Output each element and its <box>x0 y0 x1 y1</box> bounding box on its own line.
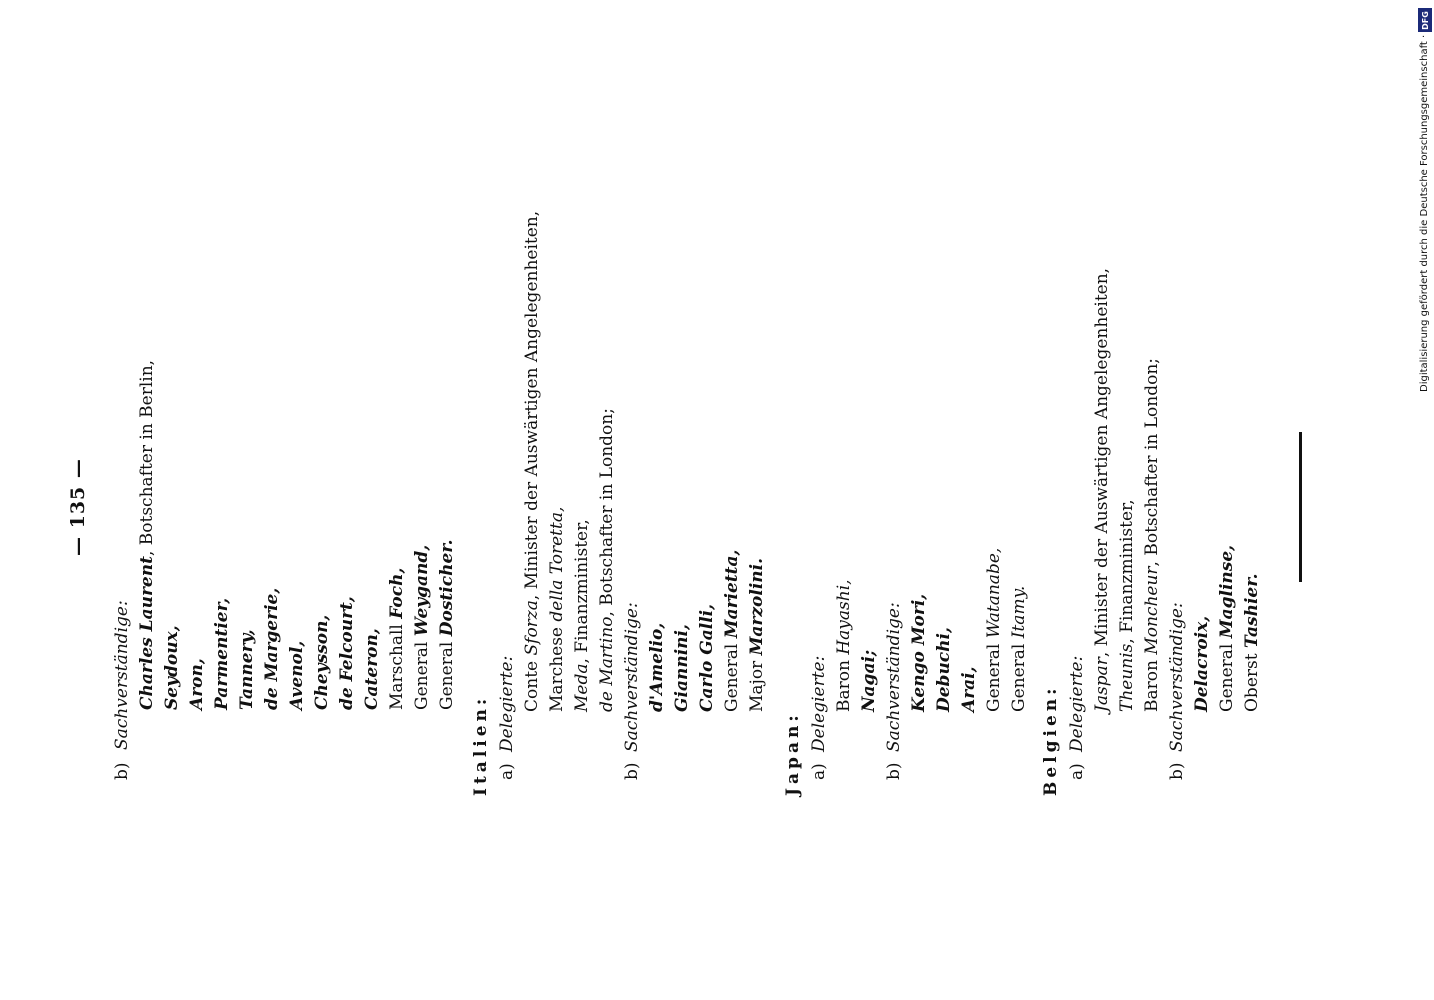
rank: Marchese <box>547 621 567 712</box>
person-role: , Botschafter in Berlin, <box>137 359 157 557</box>
person-role: , Botschafter in London; <box>597 408 617 617</box>
list-item <box>1144 358 1161 712</box>
list-item <box>724 550 741 712</box>
person-role: , Minister der Auswärtigen Angelegenheiten, <box>1092 267 1112 658</box>
section-label: a) <box>809 763 829 780</box>
section-heading: Delegierte: <box>497 655 517 752</box>
person-name: Itamy. <box>1009 585 1029 639</box>
list-item: Aron, <box>187 658 207 710</box>
list-item: d'Amelio, <box>647 622 667 712</box>
list-item: Avenol, <box>287 640 307 710</box>
list-item: Carlo Galli, <box>697 603 717 712</box>
rank: Marschall <box>387 618 407 710</box>
digitization-note: Digitalisierung gefördert durch die Deutsche Forschungsgemeinschaft · <box>1419 34 1430 392</box>
person-name: Maglinse, <box>1217 544 1237 639</box>
rank: Conte <box>522 655 542 712</box>
closing-rule <box>1299 432 1302 582</box>
list-item: Delacroix, <box>1192 615 1212 712</box>
person-name: Weygand, <box>412 544 432 637</box>
list-item: de Felcourt, <box>337 596 357 710</box>
section-heading: Sachverständige: <box>884 602 904 752</box>
list-item <box>574 519 591 712</box>
person-role: , Finanzminister, <box>1117 499 1137 644</box>
person-name: Meda <box>572 663 592 712</box>
list-item <box>599 408 616 712</box>
list-item <box>1011 586 1028 712</box>
person-name: Foch, <box>387 567 407 619</box>
rank: Oberst <box>1242 648 1262 712</box>
person-name: della Toretta, <box>547 506 567 622</box>
rank: General <box>1009 638 1029 712</box>
rank: General <box>1217 638 1237 712</box>
dfg-logo-text: DFG <box>1420 10 1430 30</box>
list-item: Kengo Mori, <box>909 593 929 712</box>
person-name: Charles Laurent <box>137 556 157 710</box>
section-label: b) <box>112 762 132 780</box>
list-item <box>1244 573 1261 712</box>
list-item <box>549 507 566 712</box>
person-name: Dosticher. <box>437 539 457 637</box>
list-item <box>139 360 156 710</box>
section-heading: Sachverständige: <box>1167 602 1187 752</box>
list-item: Debuchi, <box>934 627 954 712</box>
list-item <box>414 545 431 710</box>
page-number: — 135 — <box>67 458 89 556</box>
list-item <box>524 211 541 712</box>
list-item <box>1119 499 1136 712</box>
list-item: Seydoux, <box>162 625 182 710</box>
country-heading: Japan: <box>783 711 803 796</box>
section-label: b) <box>622 762 642 780</box>
country-heading: Italien: <box>471 694 491 796</box>
list-item <box>389 568 406 710</box>
person-name: Marietta, <box>722 549 742 639</box>
list-item <box>749 558 766 712</box>
section-heading: Sachverständige: <box>112 600 132 750</box>
rank: General <box>722 638 742 712</box>
person-name: Theunis <box>1117 643 1137 712</box>
list-item <box>1219 545 1236 712</box>
person-role: , Minister der Auswärtigen Angelegenheiten, <box>522 210 542 601</box>
country-heading: Belgien: <box>1041 684 1061 796</box>
list-item: Tannery, <box>237 629 257 710</box>
section-label: a) <box>497 763 517 780</box>
list-item: Arai, <box>959 666 979 712</box>
list-item <box>1094 268 1111 712</box>
rank: General <box>412 636 432 710</box>
person-name: Moncheur <box>1142 566 1162 655</box>
section-label: b) <box>1167 762 1187 780</box>
list-item: Nagai; <box>859 649 879 712</box>
list-item <box>986 548 1003 712</box>
person-name: Watanabe, <box>984 547 1004 639</box>
rank: Major <box>747 655 767 712</box>
rank: Baron <box>1142 654 1162 712</box>
list-item: de Margerie, <box>262 587 282 710</box>
dfg-logo <box>1418 8 1432 32</box>
person-role: , Finanzminister, <box>572 519 592 664</box>
list-item <box>836 579 853 712</box>
list-item <box>439 539 456 710</box>
list-item: Cheysson, <box>312 614 332 710</box>
section-heading: Delegierte: <box>809 655 829 752</box>
section-label: a) <box>1067 763 1087 780</box>
person-name: Tashier. <box>1242 573 1262 649</box>
section-label: b) <box>884 762 904 780</box>
rank: Baron <box>834 654 854 712</box>
section-heading: Delegierte: <box>1067 655 1087 752</box>
section-heading: Sachverständige: <box>622 602 642 752</box>
person-name: Marzolini. <box>747 557 767 656</box>
person-name: de Martino <box>597 616 617 712</box>
person-role: , Botschafter in London; <box>1142 357 1162 567</box>
person-name: Sforza <box>522 600 542 656</box>
list-item: Giannini, <box>672 624 692 712</box>
rank: General <box>437 636 457 710</box>
list-item: Cateron, <box>362 628 382 710</box>
person-name: Hayashi, <box>834 579 854 655</box>
list-item: Parmentier, <box>212 597 232 710</box>
person-name: Jaspar <box>1092 657 1112 712</box>
rank: General <box>984 638 1004 712</box>
